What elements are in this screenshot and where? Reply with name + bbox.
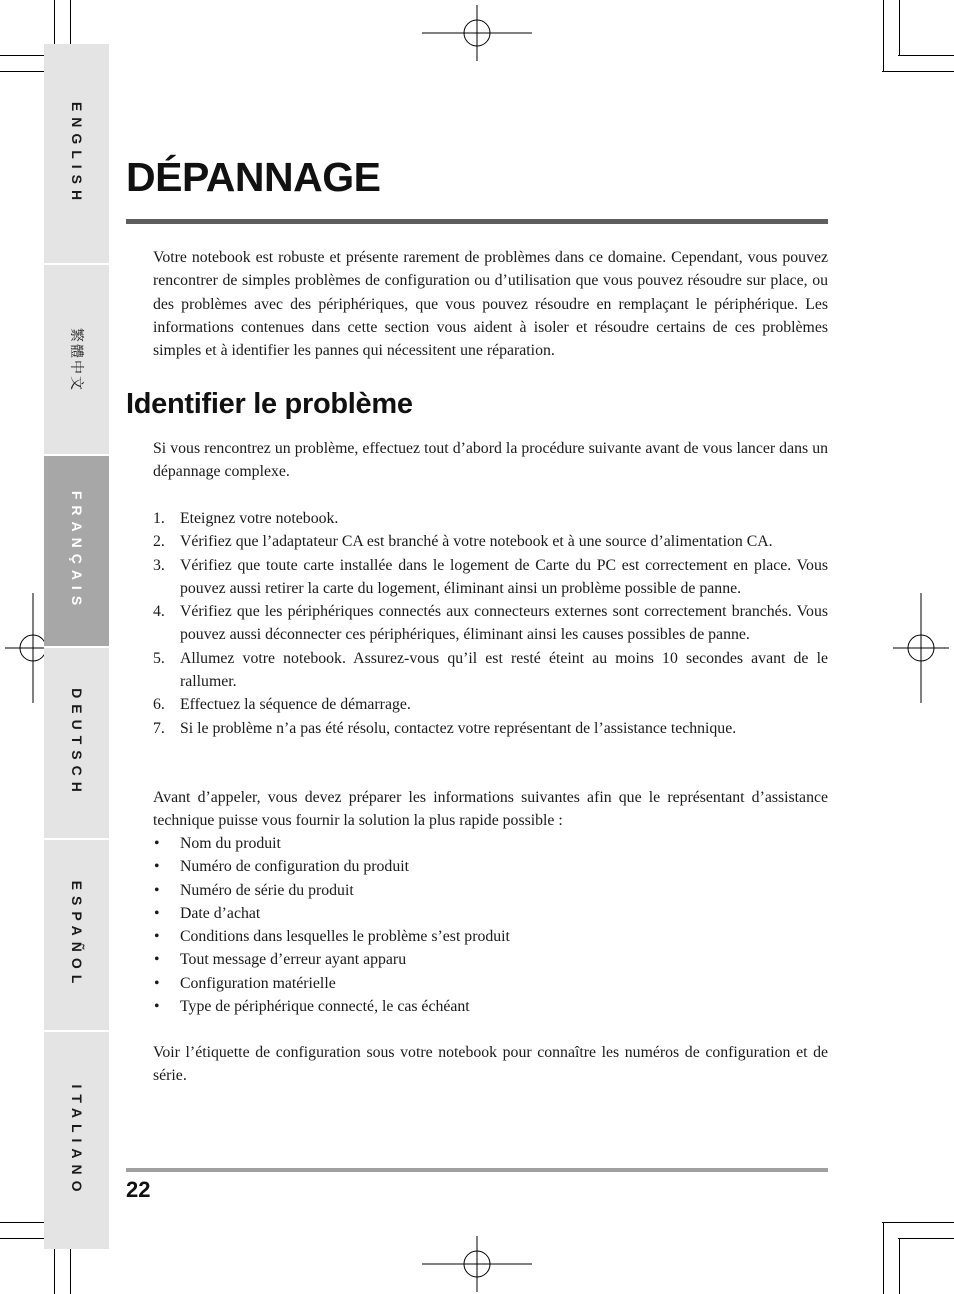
bullet-icon: • bbox=[154, 835, 160, 852]
crop-mark bbox=[899, 0, 900, 56]
step-text: Si le problème n’a pas été résolu, contactez votre représentant de l’assistance technique. bbox=[180, 719, 737, 737]
tab-deutsch[interactable] bbox=[44, 648, 109, 838]
section-heading: Identifier le problème bbox=[126, 388, 413, 420]
list-item bbox=[153, 995, 828, 1018]
step-number: 4. bbox=[153, 603, 165, 621]
step-text: Vérifiez que les périphériques connectés aux connecteurs externes sont correctement branchés. Vous pouvez aussi déconnecter ces périphériques, éliminant ainsi les causes possibles de panne. bbox=[180, 603, 828, 644]
list-item bbox=[153, 855, 828, 878]
step-number: 6. bbox=[153, 696, 165, 714]
registration-mark-icon bbox=[422, 5, 532, 61]
bullet-icon: • bbox=[154, 974, 160, 992]
registration-mark-icon bbox=[422, 1236, 532, 1292]
step-text: Effectuez la séquence de démarrage. bbox=[180, 696, 411, 714]
tab-label: ESPAÑOL bbox=[68, 880, 85, 990]
step-number: 2. bbox=[153, 533, 165, 551]
list-item bbox=[153, 972, 828, 995]
crop-mark bbox=[883, 1222, 884, 1294]
crop-mark bbox=[898, 55, 954, 56]
list-item bbox=[153, 925, 828, 948]
bullet-icon: • bbox=[154, 904, 160, 922]
bullet-text: Numéro de configuration du produit bbox=[180, 858, 410, 876]
preparation-paragraph: Avant d’appeler, vous devez préparer les informations suivantes afin que le représentant d’assistance technique puisse vous fournir la solution la plus rapide possible : bbox=[153, 789, 828, 830]
bullet-icon: • bbox=[154, 881, 160, 899]
step-number: 3. bbox=[153, 556, 165, 574]
tab-espanol[interactable] bbox=[44, 840, 109, 1030]
crop-mark bbox=[882, 71, 954, 72]
intro-paragraph: Votre notebook est robuste et présente rarement de problèmes dans ce domaine. Cependant, vous pouvez rencontrer de simples problèmes de configuration ou d’utilisation que vous pouvez résoudre sur place, ou des problèmes avec des périphériques, que vous pouvez résoudre en remplaçant le périphérique. Les informations contenues dans cette section vous aident à isoler et résoudre certains de ces problèmes simples et à identifier les pannes qui nécessitent une réparation. bbox=[153, 249, 828, 360]
crop-mark bbox=[899, 1238, 900, 1294]
crop-mark bbox=[882, 1222, 954, 1223]
bullet-icon: • bbox=[154, 951, 160, 969]
bullet-icon: • bbox=[154, 998, 160, 1016]
bullet-text: Tout message d’erreur ayant apparu bbox=[180, 951, 407, 969]
list-item bbox=[153, 600, 828, 647]
page-number: 22 bbox=[126, 1177, 151, 1202]
tab-label: 繁體中文 bbox=[67, 327, 84, 392]
step-number: 1. bbox=[153, 510, 165, 527]
list-item bbox=[153, 717, 828, 740]
list-item bbox=[153, 948, 828, 971]
bullet-text: Date d’achat bbox=[180, 904, 261, 922]
bullet-text: Type de périphérique connecté, le cas échéant bbox=[180, 998, 470, 1016]
tab-label: FRANÇAIS bbox=[68, 490, 85, 612]
list-item bbox=[153, 554, 828, 601]
step-text: Vérifiez que l’adaptateur CA est branché à votre notebook et à une source d’alimentation CA. bbox=[180, 533, 773, 551]
list-item bbox=[153, 693, 828, 716]
tab-italiano[interactable] bbox=[44, 1032, 109, 1249]
tab-francais[interactable] bbox=[44, 456, 109, 646]
section-intro-paragraph: Si vous rencontrez un problème, effectuez tout d’abord la procédure suivante avant de vous lancer dans un dépannage complexe. bbox=[153, 440, 828, 481]
bullet-text: Conditions dans lesquelles le problème s’est produit bbox=[180, 928, 510, 946]
tab-english[interactable] bbox=[44, 44, 109, 263]
bullet-text: Numéro de série du produit bbox=[180, 881, 354, 899]
list-item bbox=[153, 879, 828, 902]
list-item bbox=[153, 647, 828, 694]
tab-label: DEUTSCH bbox=[68, 688, 85, 798]
bullet-icon: • bbox=[154, 928, 160, 946]
language-tabs bbox=[44, 44, 109, 1249]
registration-mark-icon bbox=[893, 593, 949, 703]
list-item bbox=[153, 530, 828, 553]
troubleshooting-steps bbox=[153, 507, 828, 740]
tab-label: ITALIANO bbox=[68, 1083, 85, 1198]
crop-mark bbox=[898, 1238, 954, 1239]
footer-rule bbox=[126, 1168, 828, 1172]
step-number: 7. bbox=[153, 719, 165, 737]
bullet-text: Configuration matérielle bbox=[180, 974, 336, 992]
information-list bbox=[153, 832, 828, 1018]
bullet-text: Nom du produit bbox=[180, 835, 281, 852]
step-text: Allumez votre notebook. Assurez-vous qu’il est resté éteint au moins 10 secondes avant de le rallumer. bbox=[180, 649, 828, 691]
list-item bbox=[153, 902, 828, 925]
list-item bbox=[153, 832, 828, 855]
step-number: 5. bbox=[153, 649, 165, 667]
title-rule bbox=[126, 219, 828, 224]
closing-paragraph: Voir l’étiquette de configuration sous votre notebook pour connaître les numéros de configuration et de série. bbox=[153, 1044, 828, 1085]
bullet-icon: • bbox=[154, 858, 160, 876]
page-title: DÉPANNAGE bbox=[126, 154, 381, 200]
step-text: Eteignez votre notebook. bbox=[180, 510, 339, 527]
list-item bbox=[153, 507, 828, 530]
tab-label: ENGLISH bbox=[68, 101, 85, 206]
tab-traditional-chinese[interactable] bbox=[44, 265, 109, 454]
crop-mark bbox=[883, 0, 884, 72]
step-text: Vérifiez que toute carte installée dans le logement de Carte du PC est correctement en place. Vous pouvez aussi retirer la carte du logement, éliminant ainsi un problème possible de panne. bbox=[180, 556, 828, 597]
